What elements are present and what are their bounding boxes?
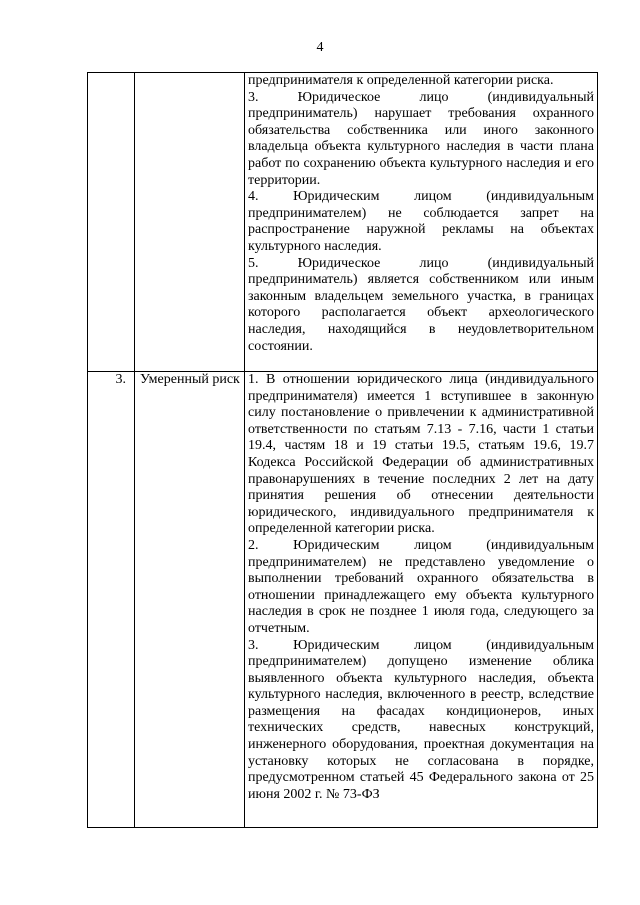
risk-category-cell: Умеренный риск (135, 372, 245, 828)
criteria-cell (245, 372, 598, 828)
table-row (88, 372, 598, 828)
criteria-paragraph: 3. Юридическим лицом (индивидуальным предпринимателем) допущено изменение облика выявленного объекта культурного наследия, объекта культурного наследия, включенного в реестр, вследствие размещения на фасадах кондиционеров, иных технических средств, навесных конструкций, инженерного оборудования, проектная документация на установку которых не согласована в порядке, предусмотренном статьей 45 Федерального закона от 25 июня 2002 г. № 73-ФЗ (248, 637, 594, 802)
criteria-paragraph: 3. Юридическое лицо (индивидуальный предприниматель) нарушает требования охранного обязательства собственника или иного законного владельца объекта культурного наследия в части плана работ по сохранению объекта культурного наследия и его территории. (248, 89, 594, 188)
row-number-cell (88, 73, 135, 372)
row-number-cell: 3. (88, 372, 135, 828)
criteria-paragraph: предпринимателя к определенной категории риска. (248, 73, 554, 88)
risk-category-cell (135, 73, 245, 372)
criteria-paragraph: 4. Юридическим лицом (индивидуальным предпринимателем) не соблюдается запрет на распространение наружной рекламы на объектах культурного наследия. (248, 189, 594, 254)
table-row (88, 73, 598, 372)
criteria-paragraph: 5. Юридическое лицо (индивидуальный предприниматель) является собственником или иным законным владельцем земельного участка, в границах которого располагается объект археологического наследия, находящийся в неудовлетворительном состоянии. (248, 255, 594, 354)
criteria-paragraph: 2. Юридическим лицом (индивидуальным предпринимателем) не представлено уведомление о выполнении требований охранного обязательства в отношении принадлежащего ему объекта культурного наследия в срок не позднее 1 июля года, следующего за отчетным. (248, 537, 594, 636)
criteria-cell (245, 73, 598, 372)
page-number: 4 (316, 40, 324, 55)
criteria-paragraph: 1. В отношении юридического лица (индивидуального предпринимателя) имеется 1 вступившее в законную силу постановление о привлечении к административной ответственности по статьям 7.13 - 7.16, части 1 статьи 19.4, частям 18 и 19 статьи 19.5, статьям 19.6, 19.7 Кодекса Российской Федерации об административных правонарушениях в течение последних 2 лет на дату принятия решения об отнесении деятельности юридического, индивидуального предпринимателя к определенной категории риска. (248, 372, 594, 537)
risk-criteria-table (87, 72, 598, 828)
